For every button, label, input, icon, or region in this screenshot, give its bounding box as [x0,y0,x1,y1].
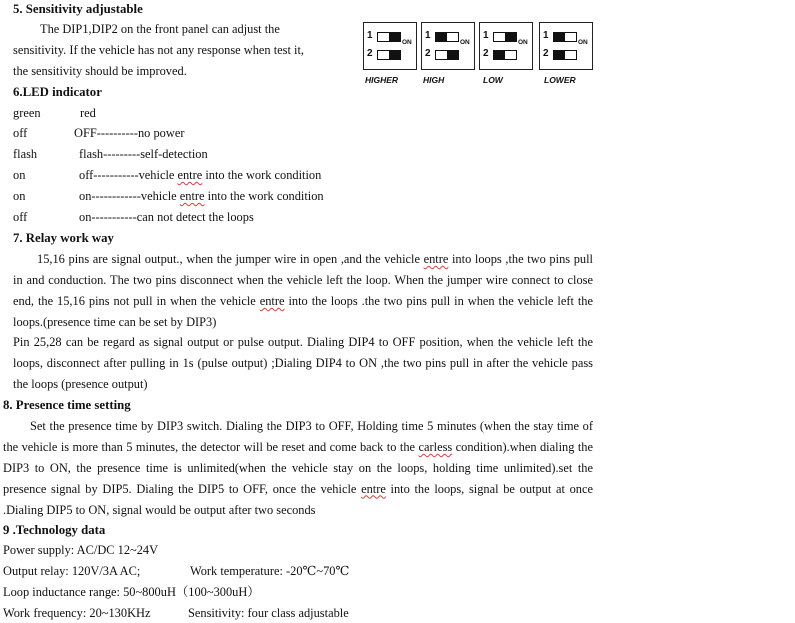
dip-diagram-lower [539,22,593,70]
dip1-switch [435,32,459,42]
dip-label-low: LOW [483,75,503,85]
led-header-red: red [80,106,96,120]
section-7-paragraph-1: 15,16 pins are signal output., when the jumper wire in open ,and the vehicle entre into loops ,the two pins pull in and conduction. The two pins disconnect when the vehicle left the loop. When the jumper wire connect to close end, the 15,16 pins not pull in when the vehicle entre into the loops .the two pins pull in when the vehicle left the loops.(presence time can be set by DIP3) [13,252,593,329]
loop-inductance: Loop inductance range: 50~800uH（100~300uH） [3,585,260,599]
dip2-switch [553,50,577,60]
dip-label-lower: LOWER [544,75,576,85]
dip1-knob [389,33,400,41]
output-relay: Output relay: 120V/3A AC; [3,564,141,578]
dip-number-1: 1 [483,30,489,41]
section-6-title: 6.LED indicator [13,85,102,99]
dip-on-label: ON [518,39,528,46]
section-5-line-3: the sensitivity should be improved. [13,64,187,78]
dip-number-1: 1 [543,30,549,41]
led-row-red: on------------vehicle entre into the work condition [79,189,324,203]
section-9-title: 9 .Technology data [3,523,106,537]
dip-number-1: 1 [425,30,431,41]
dip-number-2: 2 [367,48,373,59]
dip1-switch [377,32,401,42]
led-row-red: off-----------vehicle entre into the work condition [79,168,322,182]
dip2-switch [493,50,517,60]
section-8-paragraph: Set the presence time by DIP3 switch. Dialing the DIP3 to OFF, Holding time 5 minutes (when the stay time of the vehicle is more than 5 minutes, the detector will be reset and come back to the carless condition).when dialing the DIP3 to ON, the presence time is unlimited(when the vehicle stay on the loops, holding time unlimited).set the presence signal by DIP5. Dialing the DIP5 to OFF, once the vehicle entre into the loops, signal be output at once .Dialing DIP5 to ON, signal would be output after two seconds [3,419,593,517]
led-row-green: on [13,189,26,203]
dip-diagram-high [421,22,475,70]
section-7-paragraph-2: Pin 25,28 can be regard as signal output or pulse output. Dialing DIP4 to OFF position, when the vehicle left the loops, disconnect after pulling in 1s (pulse output) ;Dialing DIP4 to ON ,the two pins pull in after the vehicle pass the loops (presence output) [13,335,593,391]
dip2-knob [389,51,400,59]
work-temperature: Work temperature: -20℃~70℃ [190,564,350,578]
dip1-switch [493,32,517,42]
dip-on-label: ON [402,39,412,46]
led-row-red: flash---------self-detection [79,147,208,161]
dip1-knob [436,33,447,41]
dip-on-label: ON [460,39,470,46]
dip-switch-diagrams [363,20,598,92]
dip-number-2: 2 [425,48,431,59]
work-frequency: Work frequency: 20~130KHz [3,606,151,620]
section-5-line-2: sensitivity. If the vehicle has not any response when test it, [13,43,304,57]
led-row-green: flash [13,147,38,161]
section-5-title: 5. Sensitivity adjustable [13,2,143,16]
led-header-green: green [13,106,41,120]
dip-label-high: HIGH [423,75,445,85]
dip-diagram-higher [363,22,417,70]
dip2-knob [494,51,505,59]
dip-number-2: 2 [543,48,549,59]
dip1-knob [505,33,516,41]
dip2-knob [554,51,565,59]
led-row-red: OFF----------no power [74,126,185,140]
led-row-green: off [13,210,28,224]
led-row-green: on [13,168,26,182]
led-row-green: off [13,126,28,140]
dip2-switch [377,50,401,60]
dip-on-label: ON [578,39,588,46]
power-supply: Power supply: AC/DC 12~24V [3,543,159,557]
section-7-title: 7. Relay work way [13,231,114,245]
sensitivity: Sensitivity: four class adjustable [188,606,349,620]
dip2-switch [435,50,459,60]
dip-label-higher: HIGHER [365,75,399,85]
section-5-line-1: The DIP1,DIP2 on the front panel can adjust the [40,22,280,36]
dip2-knob [447,51,458,59]
section-8-title: 8. Presence time setting [3,398,131,412]
dip1-knob [554,33,565,41]
dip-diagram-low [479,22,533,70]
dip-number-2: 2 [483,48,489,59]
dip-number-1: 1 [367,30,373,41]
led-row-red: on-----------can not detect the loops [79,210,254,224]
dip1-switch [553,32,577,42]
